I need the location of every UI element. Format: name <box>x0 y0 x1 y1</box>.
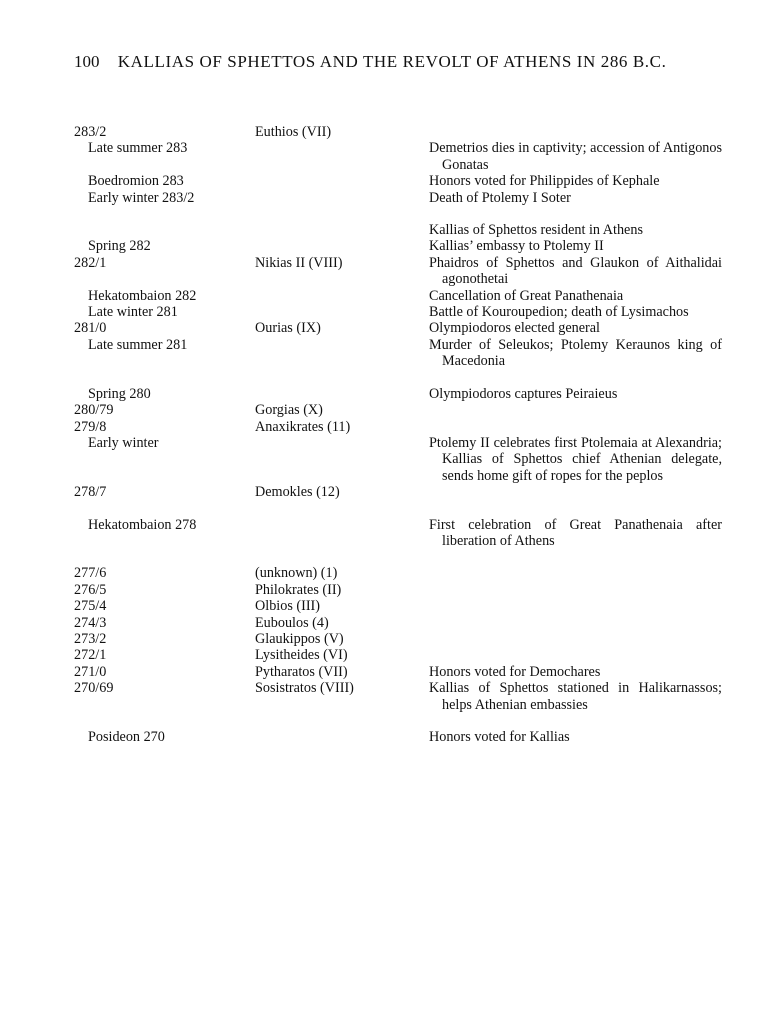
row-archon <box>255 337 429 370</box>
row-date: Early winter 283/2 <box>88 189 195 206</box>
row-event: Honors voted for Demochares <box>429 663 601 680</box>
row-event: Honors voted for Philippides of Kephale <box>429 173 660 190</box>
row-date: 282/1 <box>74 254 107 271</box>
row-archon <box>255 729 429 745</box>
row-event <box>429 598 722 614</box>
row-event: First celebration of Great Panathenaia after liberation of Athens <box>429 516 722 549</box>
row-date: 273/2 <box>74 630 107 647</box>
table-row <box>74 434 722 484</box>
row-archon: Anaxikrates (11) <box>255 418 351 435</box>
row-date: 277/6 <box>74 565 107 582</box>
page-number: 100 <box>74 52 100 71</box>
row-date: 279/8 <box>74 418 107 435</box>
row-date: 281/0 <box>74 320 107 337</box>
row-date: Late summer 281 <box>88 336 188 353</box>
row-date: Late summer 283 <box>88 140 188 157</box>
row-event: Ptolemy II celebrates first Ptolemaia at Alexandria; Kallias of Sphettos chief Athenian delegate, sends home gift of ropes for the peplos <box>429 434 722 484</box>
table-row <box>74 598 714 614</box>
row-date <box>74 222 255 238</box>
row-date: 275/4 <box>74 598 107 615</box>
row-archon <box>255 222 429 238</box>
row-event <box>429 615 722 631</box>
table-row <box>74 680 722 713</box>
row-date: Spring 282 <box>88 238 151 255</box>
row-date: Spring 280 <box>88 385 151 402</box>
row-date: Early winter <box>88 434 159 451</box>
row-archon: Demokles (12) <box>255 484 340 501</box>
table-row <box>74 288 714 304</box>
table-row <box>74 238 714 254</box>
table-row <box>74 140 722 173</box>
table-row <box>74 729 714 745</box>
row-date: 274/3 <box>74 614 107 631</box>
row-archon: Glaukippos (V) <box>255 630 344 647</box>
row-archon: Euthios (VII) <box>255 124 332 140</box>
row-archon <box>255 173 429 189</box>
table-row <box>74 173 714 189</box>
table-row <box>74 647 714 663</box>
row-event: Kallias’ embassy to Ptolemy II <box>429 238 604 255</box>
row-archon <box>255 386 429 402</box>
row-archon: Gorgias (X) <box>255 402 323 419</box>
row-event: Phaidros of Sphettos and Glaukon of Aithalidai agonothetai <box>429 254 722 288</box>
row-archon: Ourias (IX) <box>255 320 321 337</box>
row-date: 272/1 <box>74 647 107 664</box>
row-date: 278/7 <box>74 484 107 501</box>
row-event: Honors voted for Kallias <box>429 729 570 745</box>
row-event: Demetrios dies in captivity; accession of Antigonos Gonatas <box>429 140 722 173</box>
row-event <box>429 419 722 435</box>
table-row <box>74 336 722 370</box>
row-archon: (unknown) (1) <box>255 565 338 582</box>
row-event: Cancellation of Great Panathenaia <box>429 287 624 304</box>
row-event <box>429 582 722 598</box>
table-row <box>74 516 722 550</box>
row-archon <box>255 435 429 484</box>
row-archon: Pytharatos (VII) <box>255 663 348 680</box>
table-row <box>74 419 714 435</box>
chronology-table <box>74 124 722 745</box>
table-row <box>74 631 714 647</box>
running-header <box>74 52 666 72</box>
row-archon <box>255 238 429 254</box>
table-row <box>74 386 714 402</box>
table-row <box>74 402 714 418</box>
row-event: Death of Ptolemy I Soter <box>429 189 571 206</box>
row-archon <box>255 304 429 320</box>
row-event: Murder of Seleukos; Ptolemy Keraunos king of Macedonia <box>429 336 722 370</box>
row-archon <box>255 190 429 206</box>
table-row <box>74 320 714 336</box>
row-date: 280/79 <box>74 402 114 419</box>
row-archon <box>255 288 429 304</box>
row-date: Boedromion 283 <box>88 173 184 190</box>
table-row <box>74 124 714 140</box>
row-event <box>429 565 722 581</box>
row-date: Hekatombaion 278 <box>88 516 197 533</box>
row-archon: Euboulos (4) <box>255 614 329 631</box>
row-archon: Philokrates (II) <box>255 581 342 598</box>
table-row <box>74 484 714 500</box>
table-row <box>74 254 722 288</box>
table-row <box>74 565 714 581</box>
table-row <box>74 222 714 238</box>
row-event: Kallias of Sphettos stationed in Halikarnassos; helps Athenian embassies <box>429 680 722 713</box>
row-event <box>429 647 722 663</box>
row-event: Olympiodoros captures Peiraieus <box>429 385 618 402</box>
row-archon: Lysitheides (VI) <box>255 647 348 664</box>
row-date: 270/69 <box>74 680 114 697</box>
row-archon: Sosistratos (VIII) <box>255 680 354 697</box>
row-archon: Nikias II (VIII) <box>255 254 343 271</box>
row-date: Late winter 281 <box>88 304 178 321</box>
row-date: 283/2 <box>74 124 107 140</box>
row-event <box>429 484 722 500</box>
row-date: 276/5 <box>74 581 107 598</box>
row-event: Kallias of Sphettos resident in Athens <box>429 222 643 239</box>
row-archon: Olbios (III) <box>255 598 321 615</box>
table-row <box>74 664 714 680</box>
table-row <box>74 582 714 598</box>
row-date: Hekatombaion 282 <box>88 287 197 304</box>
table-row <box>74 615 714 631</box>
row-date: 271/0 <box>74 663 107 680</box>
row-archon <box>255 140 429 173</box>
row-event: Battle of Kouroupedion; death of Lysimachos <box>429 304 689 321</box>
row-event <box>429 124 722 140</box>
row-archon <box>255 517 429 550</box>
row-event: Olympiodoros elected general <box>429 320 600 337</box>
row-event <box>429 402 722 418</box>
row-date: Posideon 270 <box>88 729 165 745</box>
table-row <box>74 190 714 206</box>
running-title: KALLIAS OF SPHETTOS AND THE REVOLT OF ATHENS IN 286 B.C. <box>117 52 667 71</box>
row-event <box>429 631 722 647</box>
table-row <box>74 304 714 320</box>
